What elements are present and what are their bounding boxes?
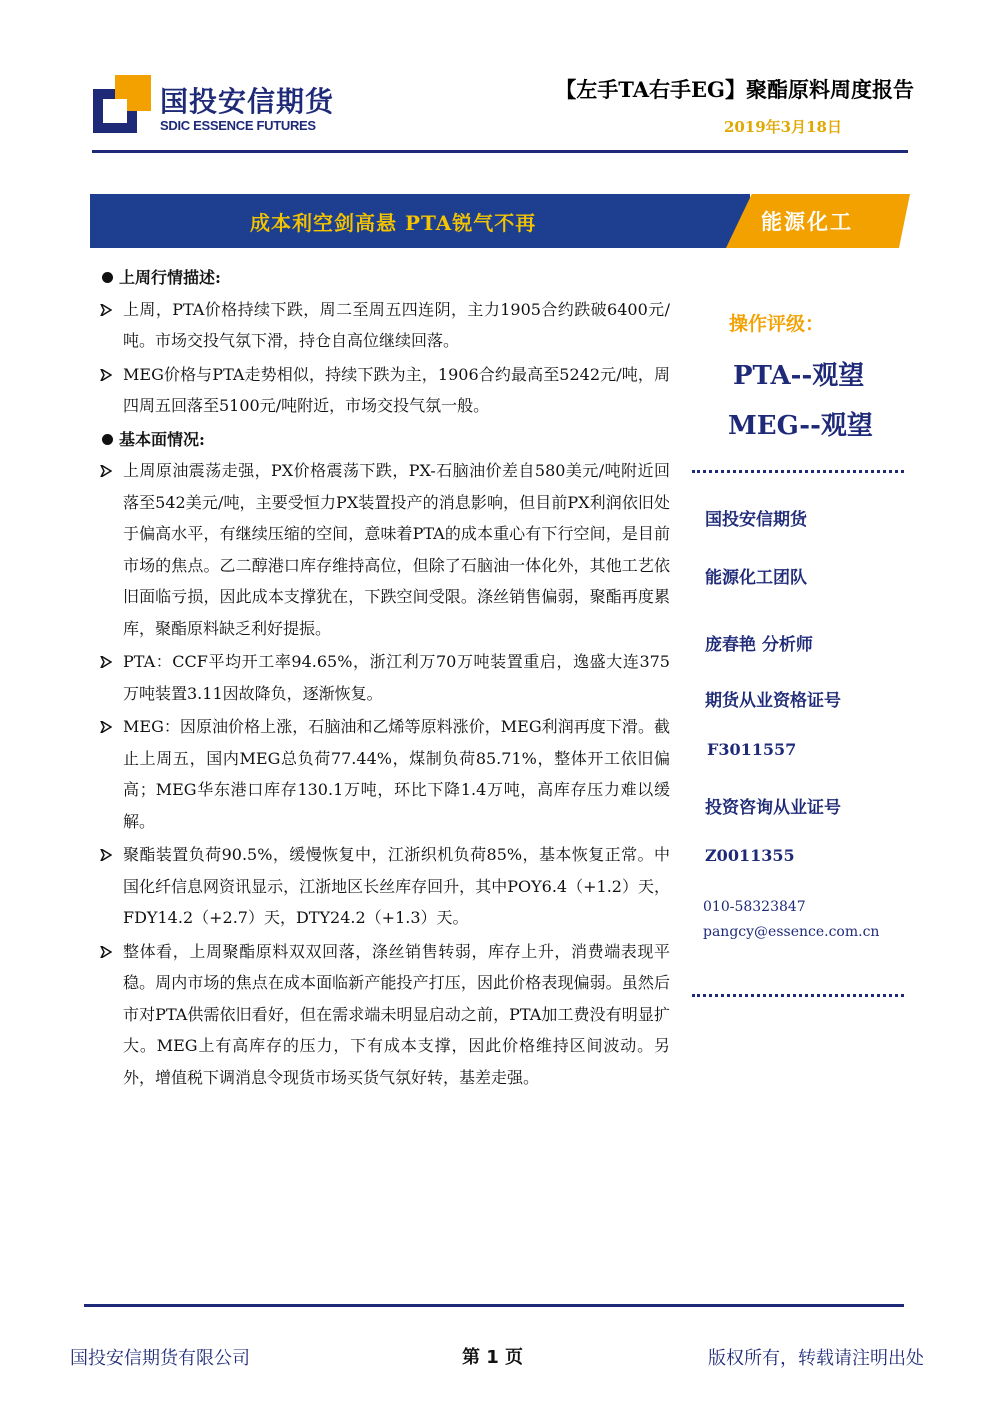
sidebar-company: 国投安信期货 <box>705 510 807 530</box>
list-item-text: 整体看，上周聚酯原料双双回落，涤丝销售转弱，库存上升，消费端表现平稳。周内市场的焦点在成本面临新产能投产打压，因此价格表现偏弱。虽然后市对PTA供需依旧看好，但在需求端未明显启动之前，PTA加工费没有明显扩大。MEG上有高库存的压力，下有成本支撑，因此价格维持区间波动。另外，增值税下调消息令现货市场买货气氛好转，基差走强。 <box>123 941 670 1087</box>
sidebar-phone: 010-58323847 <box>703 899 806 915</box>
sidebar-cert-label: 期货从业资格证号 <box>705 691 841 711</box>
bullet-dot-icon <box>102 434 113 445</box>
list-item <box>100 711 670 837</box>
report-title: 【左手TA右手EG】聚酯原料周度报告 <box>555 77 914 102</box>
list-item-text: MEG价格与PTA走势相似，持续下跌为主，1906合约最高至5242元/吨，周四周五回落至5100元/吨附近，市场交投气氛一般。 <box>123 364 670 415</box>
list-item <box>100 455 670 644</box>
list-item-text: MEG：因原油价格上涨，石脑油和乙烯等原料涨价，MEG利润再度下滑。截止上周五，国内MEG总负荷77.44%，煤制负荷85.71%，整体开工依旧偏高；MEG华东港口库存130.1万吨，环比下降1.4万吨，高库存压力难以缓解。 <box>123 717 670 831</box>
company-logo-mark <box>93 75 151 133</box>
logo-english-name: SDIC ESSENCE FUTURES <box>160 118 316 133</box>
sidebar-divider-bottom <box>692 994 904 997</box>
footer-copyright: 版权所有，转载请注明出处 <box>708 1348 924 1369</box>
list-item-text: 上周，PTA价格持续下跌，周二至周五四连阴，主力1905合约跌破6400元/吨。市场交投气氛下滑，持仓自高位继续回落。 <box>123 299 670 350</box>
arrow-bullet-icon <box>100 304 112 316</box>
sidebar-divider-top <box>692 470 904 473</box>
footer-page-number: 第 1 页 <box>462 1347 524 1368</box>
list-item <box>100 359 670 422</box>
arrow-bullet-icon <box>100 656 112 668</box>
sidebar-cert-number: F3011557 <box>707 740 797 759</box>
report-date: 2019年3月18日 <box>723 118 842 136</box>
arrow-bullet-icon <box>100 721 112 733</box>
arrow-bullet-icon <box>100 946 112 958</box>
list-item-text: 上周原油震荡走强，PX价格震荡下跌，PX-石脑油价差自580美元/吨附近回落至542美元/吨，主要受恒力PX装置投产的消息影响，但目前PX利润依旧处于偏高水平，有继续压缩的空间，意味着PTA的成本重心有下行空间，是目前市场的焦点。乙二醇港口库存维持高位，但除了石脑油一体化外，其他工艺依旧面临亏损，因此成本支撑犹在，下跌空间受限。涤丝销售偏弱，聚酯再度累库，聚酯原料缺乏利好提振。 <box>123 461 670 638</box>
rating-pta: PTA--观望 <box>733 361 865 391</box>
banner-headline: 成本利空剑高悬 PTA锐气不再 <box>250 211 537 235</box>
sidebar-team: 能源化工团队 <box>705 568 807 588</box>
arrow-bullet-icon <box>100 465 112 477</box>
title-banner <box>90 194 910 248</box>
section-heading-market <box>100 262 670 294</box>
footer-company: 国投安信期货有限公司 <box>70 1348 250 1369</box>
sidebar-consult-label: 投资咨询从业证号 <box>705 798 841 818</box>
sidebar-email[interactable]: pangcy@essence.com.cn <box>703 924 880 940</box>
footer-divider <box>84 1304 904 1307</box>
section-heading-fundamentals <box>100 424 670 456</box>
main-content <box>100 262 670 1095</box>
arrow-bullet-icon <box>100 369 112 381</box>
rating-label: 操作评级： <box>729 313 825 335</box>
list-item-text: PTA：CCF平均开工率94.65%，浙江利万70万吨装置重启，逸盛大连375万吨装置3.11因故降负，逐渐恢复。 <box>123 652 670 703</box>
arrow-bullet-icon <box>100 849 112 861</box>
section-heading-text: 基本面情况: <box>119 429 205 449</box>
list-item <box>100 839 670 934</box>
list-item <box>100 294 670 357</box>
list-item-text: 聚酯装置负荷90.5%，缓慢恢复中，江浙织机负荷85%，基本恢复正常。中国化纤信息网资讯显示，江浙地区长丝库存回升，其中POY6.4（+1.2）天，FDY14.2（+2.7）天，DTY24.2（+1.3）天。 <box>123 845 670 927</box>
list-item <box>100 936 670 1094</box>
logo-chinese-name: 国投安信期货 <box>160 85 335 118</box>
list-item <box>100 646 670 709</box>
sidebar-analyst: 庞春艳 分析师 <box>705 635 813 655</box>
bullet-dot-icon <box>102 272 113 283</box>
section-heading-text: 上周行情描述: <box>119 268 221 287</box>
sidebar-consult-number: Z0011355 <box>705 846 795 865</box>
rating-meg: MEG--观望 <box>728 411 873 441</box>
header-divider <box>92 150 908 153</box>
banner-category: 能源化工 <box>761 209 853 234</box>
